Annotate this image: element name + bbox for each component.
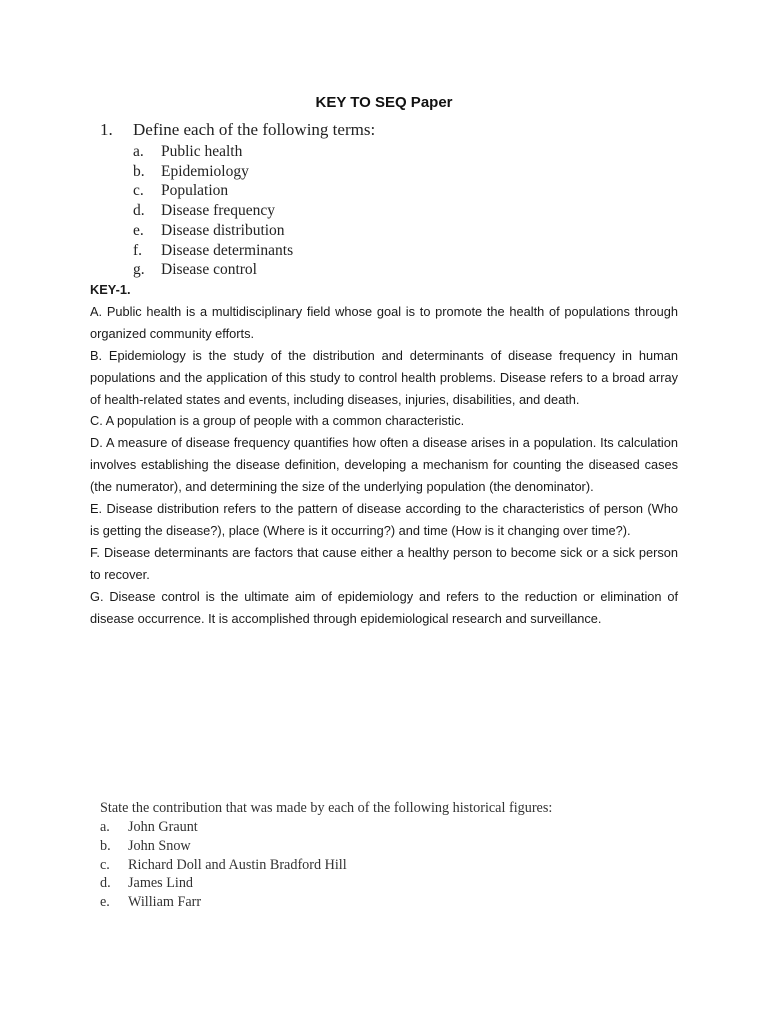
answer-key-1 [90, 279, 678, 630]
figure-item [100, 818, 552, 837]
answer-paragraph: C. A population is a group of people with a common characteristic. [90, 413, 465, 429]
answer-paragraph: D. A measure of disease frequency quantifies how often a disease arises in a population. Its calculation involves establishing the disease definition, developing a mechanism for counting the diseased cases (the numerator), and determining the size of the underlying population (the denominator). [90, 435, 678, 495]
term-text: Disease determinants [161, 241, 294, 259]
figure-letter: c. [100, 856, 110, 873]
figure-item [100, 856, 552, 875]
answer-paragraph: F. Disease determinants are factors that cause either a healthy person to become sick or a sick person to recover. [90, 544, 678, 582]
term-text: Disease control [161, 261, 257, 279]
question-number: 1. [100, 120, 113, 139]
question-prompt: Define each of the following terms: [133, 120, 376, 139]
term-letter: c. [133, 182, 144, 200]
figure-item [100, 893, 552, 912]
question-1-heading [100, 118, 375, 142]
figure-name: John Graunt [128, 819, 198, 835]
question-2 [100, 798, 552, 912]
term-text: Epidemiology [161, 162, 249, 180]
answer-paragraph: A. Public health is a multidisciplinary field whose goal is to promote the health of populations through organized community efforts. [90, 303, 678, 341]
page-title: KEY TO SEQ Paper [315, 94, 453, 111]
question-2-prompt: State the contribution that was made by each of the following historical figures: [100, 800, 553, 816]
term-item [100, 142, 375, 162]
figure-item [100, 837, 552, 856]
answer-paragraph: G. Disease control is the ultimate aim of epidemiology and refers to the reduction or elimination of disease occurrence. It is accomplished through epidemiological research and surveillance. [90, 588, 678, 626]
term-item [100, 260, 375, 280]
figure-item [100, 874, 552, 893]
figure-list [100, 818, 552, 912]
term-item [100, 162, 375, 182]
figure-name: John Snow [128, 837, 191, 854]
figure-name: Richard Doll and Austin Bradford Hill [128, 856, 347, 873]
key-label: KEY-1. [90, 282, 131, 297]
term-letter: g. [133, 261, 145, 279]
term-item [100, 221, 375, 241]
figure-letter: e. [100, 894, 110, 911]
figure-letter: d. [100, 875, 111, 892]
question-1 [100, 118, 375, 280]
figure-name: James Lind [128, 875, 194, 892]
term-text: Disease frequency [161, 202, 276, 220]
figure-letter: a. [100, 819, 110, 835]
answer-paragraph: E. Disease distribution refers to the pattern of disease according to the characteristics of person (Who is getting the disease?), place (Where is it occurring?) and time (How is it changing over time?). [90, 501, 678, 538]
term-item [100, 181, 375, 201]
term-letter: a. [133, 143, 144, 160]
term-letter: f. [133, 241, 143, 259]
term-letter: d. [133, 202, 145, 220]
figure-letter: b. [100, 837, 111, 854]
term-text: Public health [161, 143, 243, 160]
term-text: Population [161, 182, 229, 200]
term-text: Disease distribution [161, 221, 285, 239]
term-letter: e. [133, 221, 144, 239]
term-item [100, 201, 375, 221]
term-letter: b. [133, 162, 145, 180]
term-item [100, 241, 375, 261]
term-list [100, 142, 375, 280]
answer-paragraph: B. Epidemiology is the study of the distribution and determinants of disease frequency in human populations and the application of this study to control health problems. Disease refers to a broad array of health-related states and events, including diseases, injuries, disabilities, and death. [90, 347, 678, 407]
figure-name: William Farr [128, 894, 202, 911]
